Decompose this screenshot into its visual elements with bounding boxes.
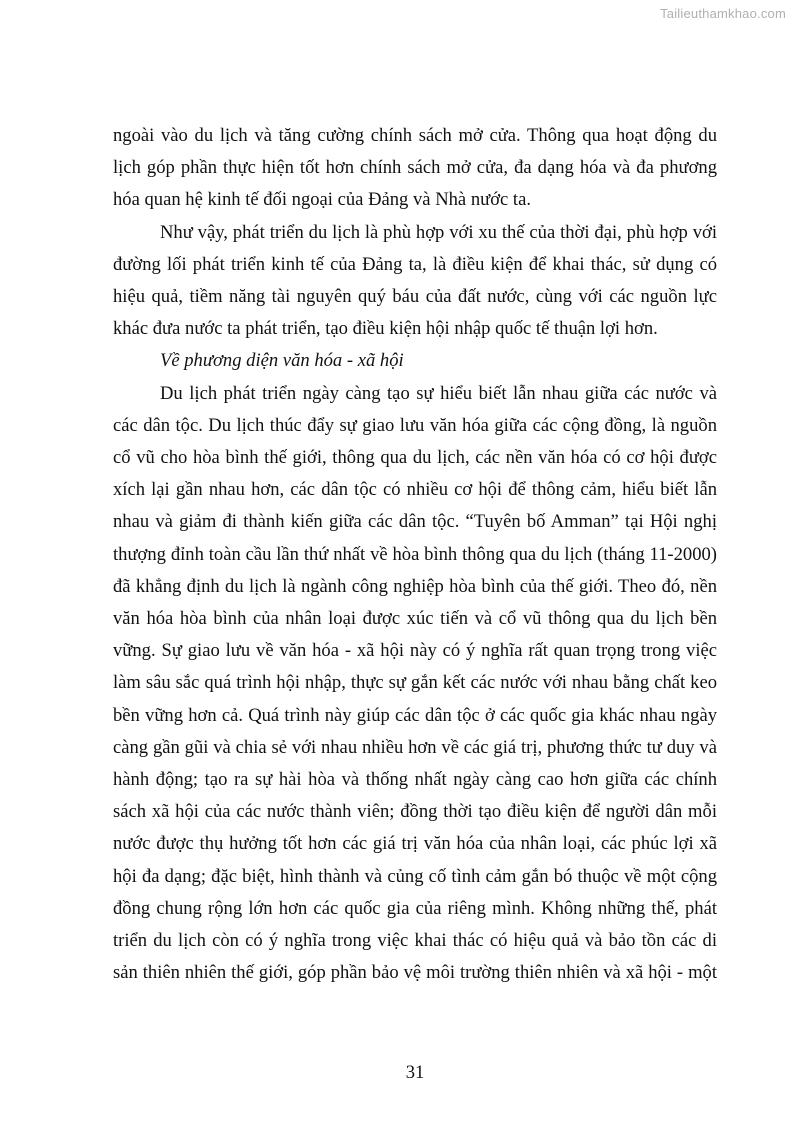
section-heading: Về phương diện văn hóa - xã hội: [160, 350, 404, 372]
page-body: [113, 120, 717, 989]
paragraph-3: Du lịch phát triển ngày càng tạo sự hiểu biết lẫn nhau giữa các nước và các dân tộc. Du lịch thúc đẩy sự giao lưu văn hóa giữa các cộng đồng, là nguồn cổ vũ cho hòa bình thế giới, thông qua du lịch, các nền văn hóa có cơ hội được xích lại gần nhau hơn, các dân tộc có nhiều cơ hội để thông cảm, hiểu biết lẫn nhau và giảm đi thành kiến giữa các dân tộc. “Tuyên bố Amman” tại Hội nghị thượng đỉnh toàn cầu lần thứ nhất về hòa bình thông qua du lịch (tháng 11-2000) đã khẳng định du lịch là ngành công nghiệp hòa bình của thế giới. Theo đó, nền văn hóa hòa bình của nhân loại được xúc tiến và cổ vũ thông qua du lịch bền vững. Sự giao lưu về văn hóa - xã hội này có ý nghĩa rất quan trọng trong việc làm sâu sắc quá trình hội nhập, thực sự gắn kết các nước với nhau bằng chất keo bền vững hơn cả. Quá trình này giúp các dân tộc ở các quốc gia khác nhau ngày càng gần gũi và chia sẻ với nhau nhiều hơn về các giá trị, phương thức tư duy và hành động; tạo ra sự hài hòa và thống nhất ngày càng cao hơn giữa các chính sách xã hội của các nước thành viên; đồng thời tạo điều kiện để người dân mỗi nước được thụ hưởng tốt hơn các giá trị văn hóa của nhân loại, các phúc lợi xã hội đa dạng; đặc biệt, hình thành và củng cố tình cảm gắn bó thuộc về một cộng đồng chung rộng lớn hơn các quốc gia của riêng mình. Không những thế, phát triển du lịch còn có ý nghĩa trong việc khai thác có hiệu quả và bảo tồn các di sản thiên nhiên thế giới, góp phần bảo vệ môi trường thiên nhiên và xã hội - một: [113, 382, 717, 984]
paragraph-1: ngoài vào du lịch và tăng cường chính sách mở cửa. Thông qua hoạt động du lịch góp phần thực hiện tốt hơn chính sách mở cửa, đa dạng hóa và đa phương hóa quan hệ kinh tế đối ngoại của Đảng và Nhà nước ta.: [113, 125, 717, 211]
paragraph-2: Như vậy, phát triển du lịch là phù hợp với xu thế của thời đại, phù hợp với đường lối phát triển kinh tế của Đảng ta, là điều kiện để khai thác, sử dụng có hiệu quả, tiềm năng tài nguyên quý báu của đất nước, cùng với các nguồn lực khác đưa nước ta phát triển, tạo điều kiện hội nhập quốc tế thuận lợi hơn.: [113, 221, 717, 340]
page-number: 31: [405, 1062, 425, 1083]
watermark-text: Tailieuthamkhao.com: [660, 6, 786, 21]
